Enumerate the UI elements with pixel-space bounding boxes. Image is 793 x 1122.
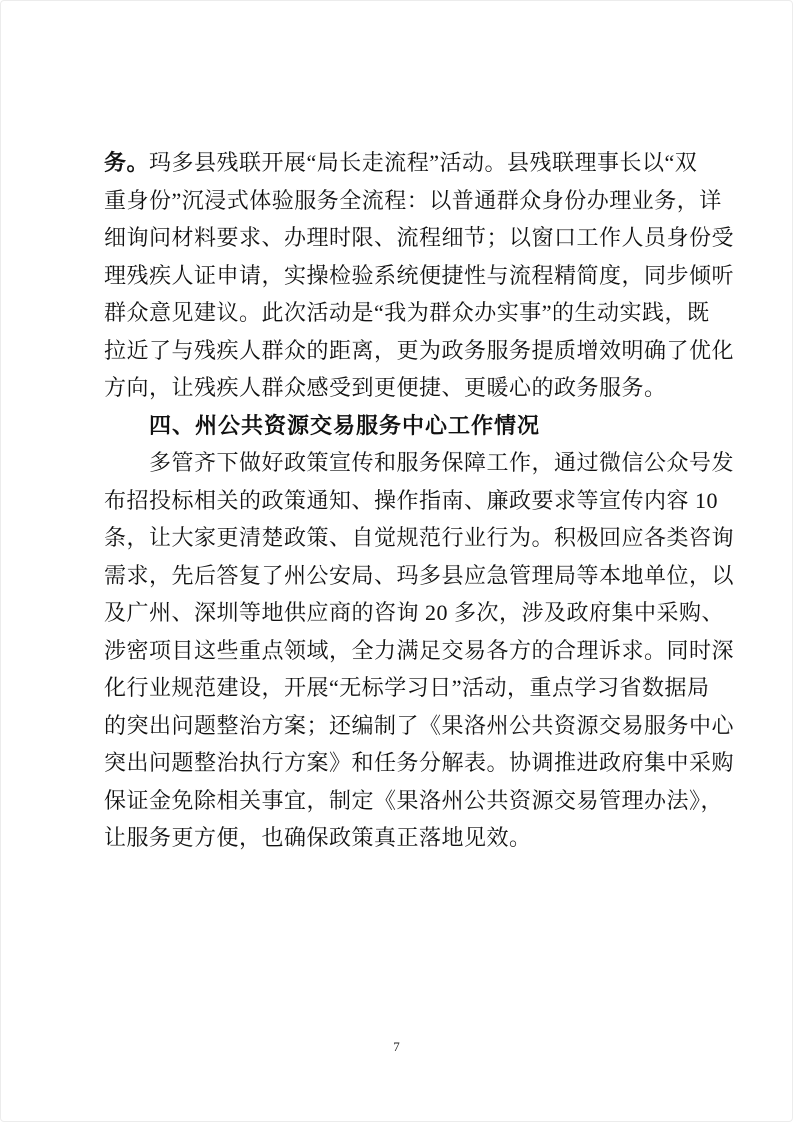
section-heading: 四、州公共资源交易服务中心工作情况 [149,412,541,438]
text-line: 的突出问题整治方案；还编制了《果洛州公共资源交易服务中心 [104,712,735,738]
text-line: 化行业规范建设，开展“无标学习日”活动，重点学习省数据局 [104,675,710,700]
text-line: 及广州、深圳等地供应商的咨询 20 多次，涉及政府集中采购、 [104,600,725,625]
text-line: 务。玛多县残联开展“局长走流程”活动。县残联理事长以“双 [104,150,698,175]
text-block [104,144,735,857]
text-line: 让服务更方便，也确保政策真正落地见效。 [104,825,532,850]
text-line: 涉密项目这些重点领域，全力满足交易各方的合理诉求。同时深 [104,637,735,663]
text-line: 群众意见建议。此次活动是“我为群众办实事”的生动实践，既 [104,300,710,325]
text-line: 细询问材料要求、办理时限、流程细节；以窗口工作人员身份受 [104,225,735,250]
text-line: 布招投标相关的政策通知、操作指南、廉政要求等宣传内容 10 [104,487,719,513]
text-line: 理残疾人证申请，实操检验系统便捷性与流程精简度，同步倾听 [104,262,735,288]
text-line: 多管齐下做好政策宣传和服务保障工作，通过微信公众号发 [149,450,735,475]
text-line: 需求，先后答复了州公安局、玛多县应急管理局等本地单位，以 [104,562,735,588]
text-line: 方向，让残疾人群众感受到更便捷、更暖心的政务服务。 [104,375,667,400]
text-line: 拉近了与残疾人群众的距离，更为政务服务提质增效明确了优化 [104,337,735,363]
text-line: 突出问题整治执行方案》和任务分解表。协调推进政府集中采购 [104,750,735,775]
text-line: 重身份”沉浸式体验服务全流程：以普通群众身份办理业务，详 [104,187,722,213]
bold-lead-text: 务。 [104,150,150,175]
page-number: 7 [393,1039,400,1054]
text-line: 条，让大家更清楚政策、自觉规范行业行为。积极回应各类咨询 [104,525,735,550]
text-line: 保证金免除相关事宜，制定《果洛州公共资源交易管理办法》， [104,787,724,813]
